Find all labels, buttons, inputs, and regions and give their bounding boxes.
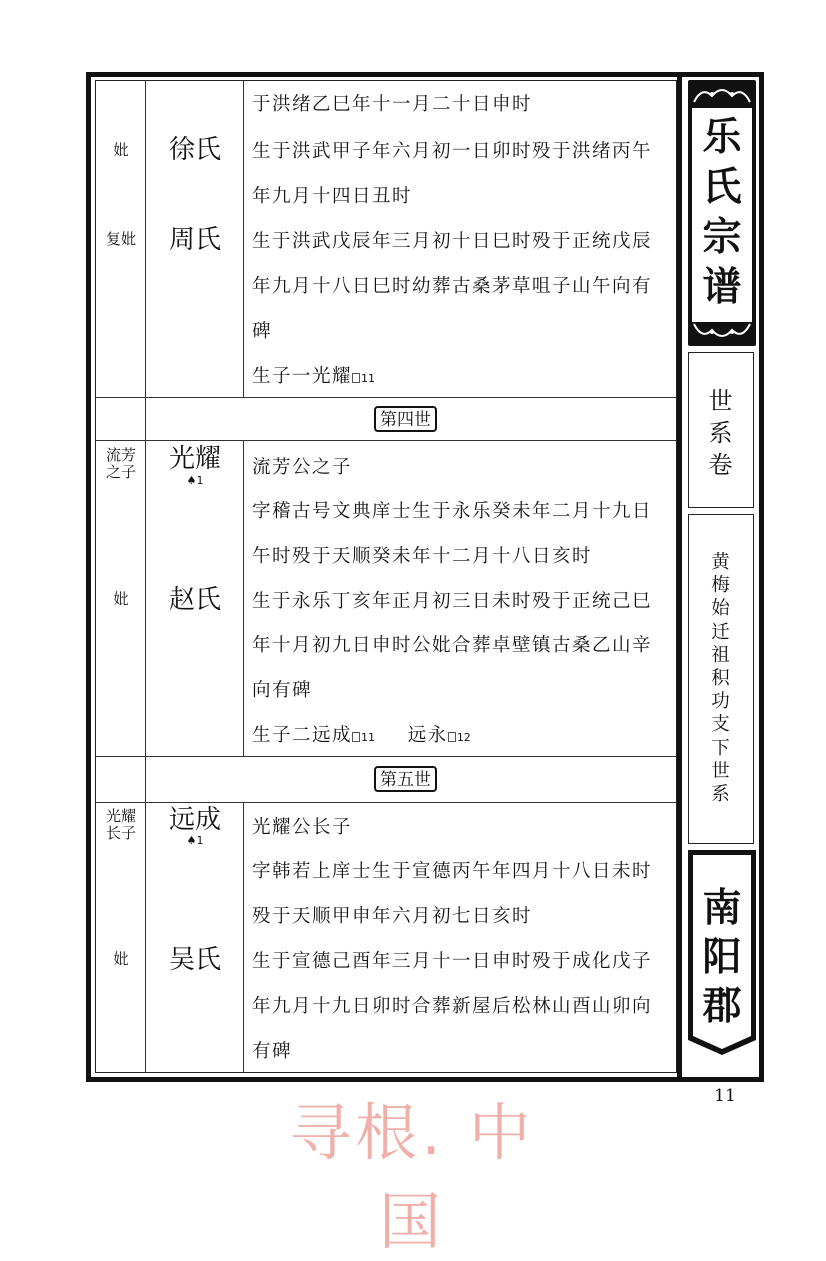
commandery-text: 南阳郡 — [702, 885, 742, 1029]
entry-text-line: 午时殁于天顺癸未年十二月十八日亥时 — [252, 546, 593, 567]
row-line — [96, 802, 676, 803]
child-ref-page: 12 — [456, 731, 471, 744]
children-line — [252, 721, 471, 747]
entry-text-line: 碑 — [252, 321, 273, 342]
relation-label — [96, 447, 146, 481]
child-ref[interactable] — [448, 731, 471, 744]
relation-label — [96, 808, 146, 842]
entry-text-line: 生于永乐丁亥年正月初三日未时殁于正统己巳 — [252, 591, 653, 612]
gourd-icon: ♠ — [186, 474, 197, 487]
col-line — [145, 756, 146, 802]
row-line — [96, 756, 676, 757]
watermark: 寻根. 中国 — [289, 1096, 535, 1258]
page-ref-icon — [352, 732, 360, 742]
generation-5-heading: 第五世 — [374, 766, 437, 792]
entry-text-line: 殁于天顺甲申年六月初七日亥时 — [252, 906, 533, 927]
entry-text-line: 有碑 — [252, 1041, 293, 1062]
volume-panel — [688, 352, 754, 508]
page-number: 11 — [714, 1086, 736, 1106]
entry-text-line: 年九月十八日巳时幼葬古桑茅草咀子山午向有 — [252, 276, 653, 297]
branch-title — [689, 551, 752, 806]
entry-text-line: 字韩若上庠士生于宣德丙午年四月十八日未时 — [252, 861, 653, 882]
entry-text-line: 年十月初九日申时公妣合葬卓壁镇古桑乙山辛 — [252, 635, 653, 656]
frame-divider — [677, 72, 682, 1082]
spouse-name: 徐氏 — [168, 135, 221, 165]
spouse-name: 周氏 — [168, 225, 221, 255]
spouse-name: 吴氏 — [168, 945, 221, 975]
volume-title — [689, 385, 752, 481]
page-ref-icon — [448, 732, 456, 742]
gourd-icon: ♠ — [186, 834, 197, 847]
entry-text-line: 生于洪武戊辰年三月初十日巳时殁于正统戊辰 — [252, 231, 653, 252]
lineage-ref: 1 — [196, 474, 204, 487]
lineage-ref: 1 — [196, 834, 204, 847]
entry-text-line: 生于宣德己酉年三月十一日申时殁于成化戊子 — [252, 951, 653, 972]
spouse-label: 妣 — [113, 950, 129, 968]
child-ref-page: 11 — [361, 372, 376, 385]
page-ref-icon — [352, 373, 360, 383]
col-line — [145, 397, 146, 440]
branch-panel — [688, 514, 754, 844]
spouse-label: 妣 — [113, 141, 129, 159]
volume-text: 世系卷 — [708, 387, 733, 479]
relation-text: 光耀长子 — [105, 807, 136, 842]
child-ref-page: 11 — [361, 731, 376, 744]
person-name: 光耀 — [168, 444, 221, 474]
children-text: 生子二远成 — [252, 725, 353, 746]
child-ref[interactable] — [352, 731, 375, 744]
row-line — [96, 397, 676, 398]
lineage-marker — [146, 475, 244, 487]
entry-text-line: 字稽古号文典庠士生于永乐癸未年二月十九日 — [252, 501, 653, 522]
book-title — [692, 112, 752, 312]
commandery-title — [688, 884, 756, 1031]
entry-text-line: 生于洪武甲子年六月初一日卯时殁于洪绪丙午 — [252, 141, 653, 162]
generation-4-heading: 第四世 — [374, 406, 437, 432]
book-title-text: 乐氏宗谱 — [702, 114, 742, 310]
entry-text-line: 于洪绪乙巳年十一月二十日申时 — [252, 94, 533, 115]
book-title-panel — [688, 80, 756, 346]
branch-text: 黄梅始迁祖积功支下世系 — [711, 552, 730, 806]
row-line — [96, 440, 676, 441]
entry-text-line: 流芳公之子 — [252, 457, 353, 478]
entry-text-line: 光耀公长子 — [252, 817, 353, 838]
relation-text: 流芳之子 — [105, 446, 136, 481]
child-name: 远永 — [407, 725, 448, 746]
book-title-frame — [692, 106, 752, 324]
entry-text-line: 年九月十九日卯时合葬新屋后松林山酉山卯向 — [252, 996, 653, 1017]
lineage-marker — [146, 835, 244, 847]
spouse-name: 赵氏 — [168, 585, 221, 615]
cloud-ornament-icon — [688, 320, 756, 346]
commandery-panel — [688, 850, 756, 1072]
spouse-label: 妣 — [113, 590, 129, 608]
child-ref[interactable] — [352, 372, 375, 385]
entry-text-line: 年九月十四日丑时 — [252, 186, 413, 207]
children-text: 生子一光耀 — [252, 366, 353, 387]
person-name: 远成 — [168, 805, 221, 835]
entry-text-line: 向有碑 — [252, 680, 313, 701]
children-line — [252, 362, 375, 388]
cloud-ornament-icon — [688, 80, 756, 106]
spouse-label: 复妣 — [105, 230, 136, 248]
